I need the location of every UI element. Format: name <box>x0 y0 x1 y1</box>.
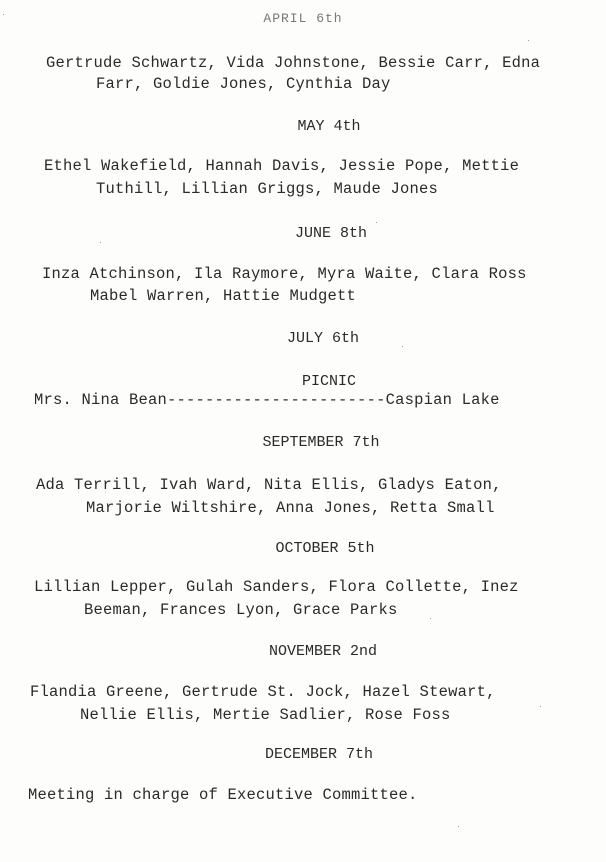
month-heading-april: APRIL 6th <box>263 11 343 26</box>
month-heading-may: MAY 4th <box>297 118 361 135</box>
september-members-line-1: Ada Terrill, Ivah Ward, Nita Ellis, Gladys Eaton, <box>36 476 502 494</box>
picnic-host: Mrs. Nina Bean <box>34 391 168 409</box>
scan-speck <box>458 826 459 827</box>
scan-speck <box>402 346 403 347</box>
month-heading-october: OCTOBER 5th <box>275 540 375 557</box>
november-members-line-1: Flandia Greene, Gertrude St. Jock, Hazel Stewart, <box>30 683 496 701</box>
month-heading-june: JUNE 8th <box>294 225 367 242</box>
november-members-line-2: Nellie Ellis, Mertie Sadlier, Rose Foss <box>80 706 451 724</box>
month-heading-july: JULY 6th <box>286 330 359 347</box>
picnic-heading: PICNIC <box>301 373 356 390</box>
december-note-line: Meeting in charge of Executive Committee. <box>28 786 418 804</box>
picnic-host-line <box>34 391 500 409</box>
june-members-line-2: Mabel Warren, Hattie Mudgett <box>90 287 357 305</box>
month-heading-september: SEPTEMBER 7th <box>262 434 380 451</box>
dotted-leader: ----------------------- <box>167 391 386 409</box>
october-members-line-1: Lillian Lepper, Gulah Sanders, Flora Collette, Inez <box>34 578 519 596</box>
october-members-line-2: Beeman, Frances Lyon, Grace Parks <box>84 601 398 619</box>
scan-speck <box>3 14 4 15</box>
scan-speck <box>100 242 101 243</box>
may-members-line-1: Ethel Wakefield, Hannah Davis, Jessie Pope, Mettie <box>44 157 520 175</box>
may-members-line-2: Tuthill, Lillian Griggs, Maude Jones <box>96 180 439 198</box>
april-members-line-1: Gertrude Schwartz, Vida Johnstone, Bessie Carr, Edna <box>46 54 541 72</box>
month-heading-december: DECEMBER 7th <box>264 746 374 763</box>
scan-speck <box>430 618 431 619</box>
picnic-location: Caspian Lake <box>385 391 500 409</box>
scan-speck <box>540 706 541 707</box>
september-members-line-2: Marjorie Wiltshire, Anna Jones, Retta Small <box>86 499 495 517</box>
scan-speck <box>376 222 377 223</box>
scan-speck <box>528 40 529 41</box>
april-members-line-2: Farr, Goldie Jones, Cynthia Day <box>96 75 391 93</box>
month-heading-november: NOVEMBER 2nd <box>268 643 378 660</box>
june-members-line-1: Inza Atchinson, Ila Raymore, Myra Waite, Clara Ross <box>42 265 527 283</box>
